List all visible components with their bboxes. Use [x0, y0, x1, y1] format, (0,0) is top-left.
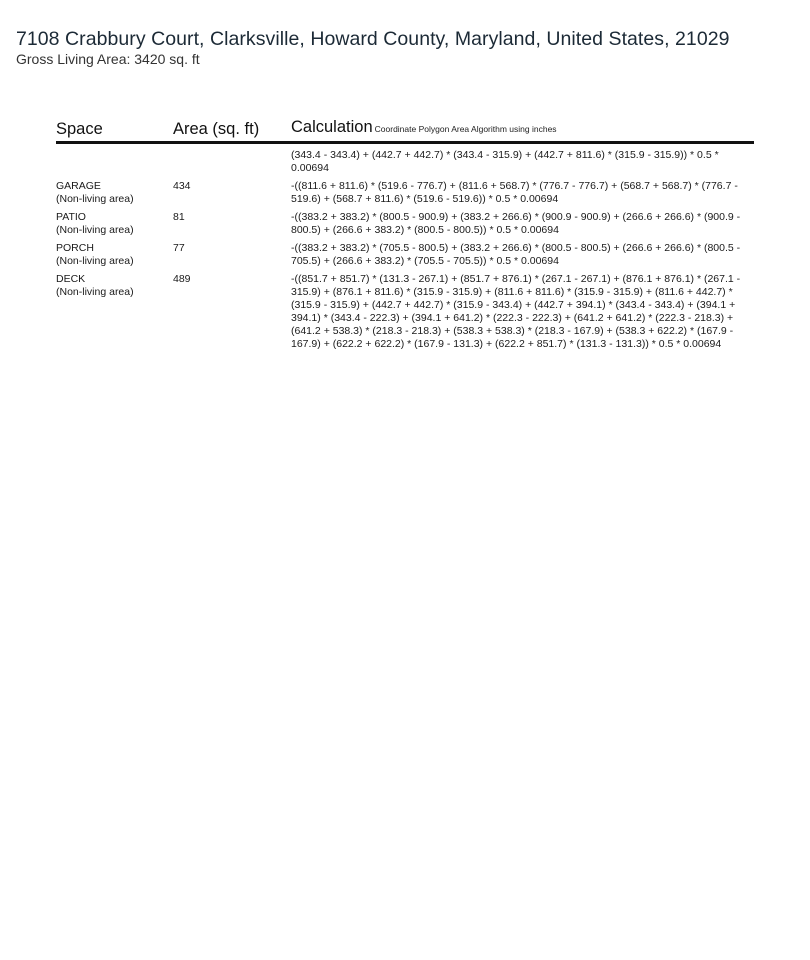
table-row [56, 211, 754, 237]
area-calculation-table [56, 117, 754, 351]
area-cell: 489 [173, 273, 191, 285]
gross-living-area: Gross Living Area: 3420 sq. ft [16, 51, 200, 67]
column-header-area: Area (sq. ft) [173, 120, 260, 138]
calculation-cell: -((851.7 + 851.7) * (131.3 - 267.1) + (851.7 + 876.1) * (267.1 - 267.1) + (876.1 + 876.1) * (267.1 - 315.9) + (876.1 + 811.6) * (315.9 - 315.9) + (811.6 + 811.6) * (315.9 - 315.9) + (811.6 + 442.7) * (315.9 - 315.9) + (442.7 + 442.7) * (315.9 - 343.4) + (442.7 + 394.1) * (343.4 - 343.4) + (394.1 + 394.1) * (343.4 - 222.3) + (394.1 + 641.2) * (222.3 - 222.3) + (641.2 + 641.2) * (222.3 - 218.3) + (641.2 + 538.3) * (218.3 - 218.3) + (538.3 + 538.3) * (218.3 - 167.9) + (538.3 + 622.2) * (167.9 - 167.9) + (622.2 + 622.2) * (167.9 - 131.3) + (622.2 + 851.7) * (131.3 - 131.3)) * 0.5 * 0.00694 [291, 273, 741, 350]
calculation-cell: -((383.2 + 383.2) * (800.5 - 900.9) + (383.2 + 266.6) * (900.9 - 900.9) + (266.6 + 266.6) * (900.9 - 800.5) + (266.6 + 383.2) * (800.5 - 800.5)) * 0.5 * 0.00694 [291, 211, 741, 236]
space-name: PATIO [56, 211, 86, 223]
table-row [56, 149, 754, 175]
space-type: (Non-living area) [56, 224, 134, 236]
calculation-cell: -((383.2 + 383.2) * (705.5 - 800.5) + (383.2 + 266.6) * (800.5 - 800.5) + (266.6 + 266.6) * (800.5 - 705.5) + (266.6 + 383.2) * (705.5 - 705.5)) * 0.5 * 0.00694 [291, 242, 741, 267]
table-row [56, 273, 754, 351]
calculation-method-note: Coordinate Polygon Area Algorithm using inches [374, 124, 557, 134]
table-row [56, 180, 754, 206]
space-name: GARAGE [56, 180, 101, 192]
space-name: PORCH [56, 242, 94, 254]
space-name: DECK [56, 273, 86, 285]
calculation-cell: -((811.6 + 811.6) * (519.6 - 776.7) + (811.6 + 568.7) * (776.7 - 776.7) + (568.7 + 568.7) * (776.7 - 519.6) + (568.7 + 811.6) * (519.6 - 519.6)) * 0.5 * 0.00694 [291, 180, 738, 205]
space-cell [56, 273, 173, 299]
table-header-row [56, 117, 754, 144]
area-cell: 81 [173, 211, 185, 223]
calculation-cell: (343.4 - 343.4) + (442.7 + 442.7) * (343.4 - 315.9) + (442.7 + 811.6) * (315.9 - 315.9)) * 0.5 * 0.00694 [291, 149, 719, 174]
space-type: (Non-living area) [56, 286, 134, 298]
space-type: (Non-living area) [56, 193, 134, 205]
column-header-calculation [291, 117, 754, 139]
calculation-header-label: Calculation [291, 118, 373, 136]
space-type: (Non-living area) [56, 255, 134, 267]
space-cell [56, 211, 173, 237]
property-address: 7108 Crabbury Court, Clarksville, Howard County, Maryland, United States, 21029 [16, 28, 730, 50]
space-cell [56, 180, 173, 206]
column-header-space: Space [56, 120, 103, 138]
area-cell: 434 [173, 180, 191, 192]
table-row [56, 242, 754, 268]
space-cell [56, 242, 173, 268]
page-header [16, 27, 796, 68]
area-cell: 77 [173, 242, 185, 254]
